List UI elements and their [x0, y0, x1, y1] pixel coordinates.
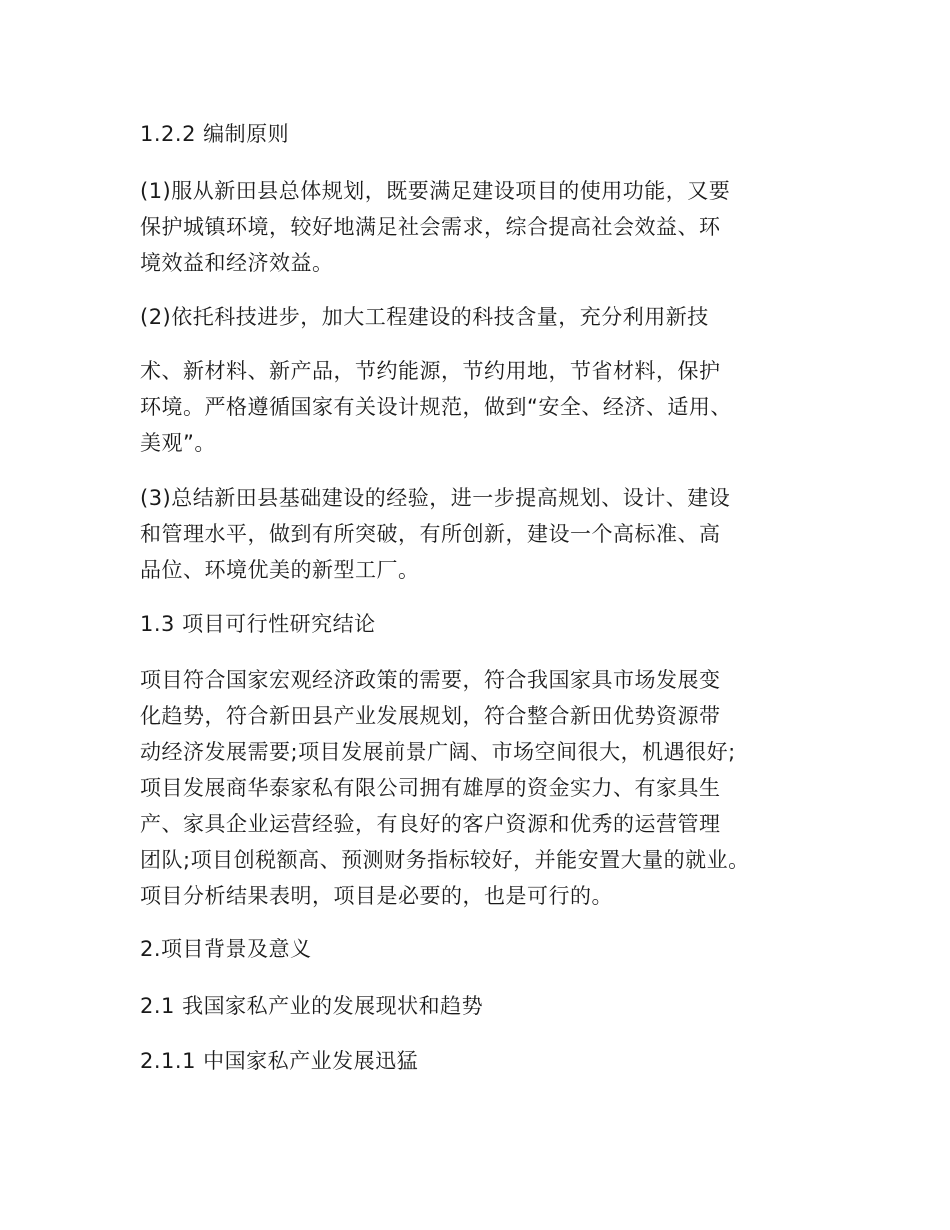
paragraph-line: 动经济发展需要;项目发展前景广阔、市场空间很大，机遇很好; — [140, 740, 736, 764]
paragraph-line: 保护城镇环境，较好地满足社会需求，综合提高社会效益、环 — [140, 215, 721, 239]
heading-2-1: 2.1 我国家私产业的发展现状和趋势 — [140, 994, 484, 1018]
heading-1-3: 1.3 项目可行性研究结论 — [140, 612, 376, 636]
paragraph-line: 项目符合国家宏观经济政策的需要，符合我国家具市场发展变 — [140, 668, 721, 692]
paragraph-principle-2-first-line: (2)依托科技进步，加大工程建设的科技含量，充分利用新技 — [140, 305, 709, 329]
paragraph-line: 术、新材料、新产品，节约能源，节约用地，节省材料，保护 — [140, 359, 721, 383]
paragraph-principle-2-continued — [140, 353, 830, 461]
paragraph-line: 品位、环境优美的新型工厂。 — [140, 558, 420, 582]
paragraph-line: 团队;项目创税额高、预测财务指标较好，并能安置大量的就业。 — [140, 848, 750, 872]
paragraph-principle-3 — [140, 480, 830, 588]
paragraph-line: 项目分析结果表明，项目是必要的，也是可行的。 — [140, 884, 613, 908]
paragraph-conclusion — [140, 662, 830, 914]
heading-2: 2.项目背景及意义 — [140, 937, 312, 961]
paragraph-line: 项目发展商华泰家私有限公司拥有雄厚的资金实力、有家具生 — [140, 776, 721, 800]
heading-2-1-1: 2.1.1 中国家私产业发展迅猛 — [140, 1049, 419, 1073]
heading-1-2-2: 1.2.2 编制原则 — [140, 122, 290, 146]
paragraph-line: 境效益和经济效益。 — [140, 251, 334, 275]
paragraph-line: (3)总结新田县基础建设的经验，进一步提高规划、设计、建设 — [140, 486, 731, 510]
paragraph-principle-1 — [140, 173, 830, 281]
paragraph-line: 美观”。 — [140, 431, 216, 455]
paragraph-line: 环境。严格遵循国家有关设计规范，做到“安全、经济、适用、 — [140, 395, 732, 419]
paragraph-line: 产、家具企业运营经验，有良好的客户资源和优秀的运营管理 — [140, 812, 721, 836]
paragraph-line: (1)服从新田县总体规划，既要满足建设项目的使用功能，又要 — [140, 179, 731, 203]
paragraph-line: 和管理水平，做到有所突破，有所创新，建设一个高标准、高 — [140, 522, 721, 546]
paragraph-line: 化趋势，符合新田县产业发展规划，符合整合新田优势资源带 — [140, 704, 721, 728]
